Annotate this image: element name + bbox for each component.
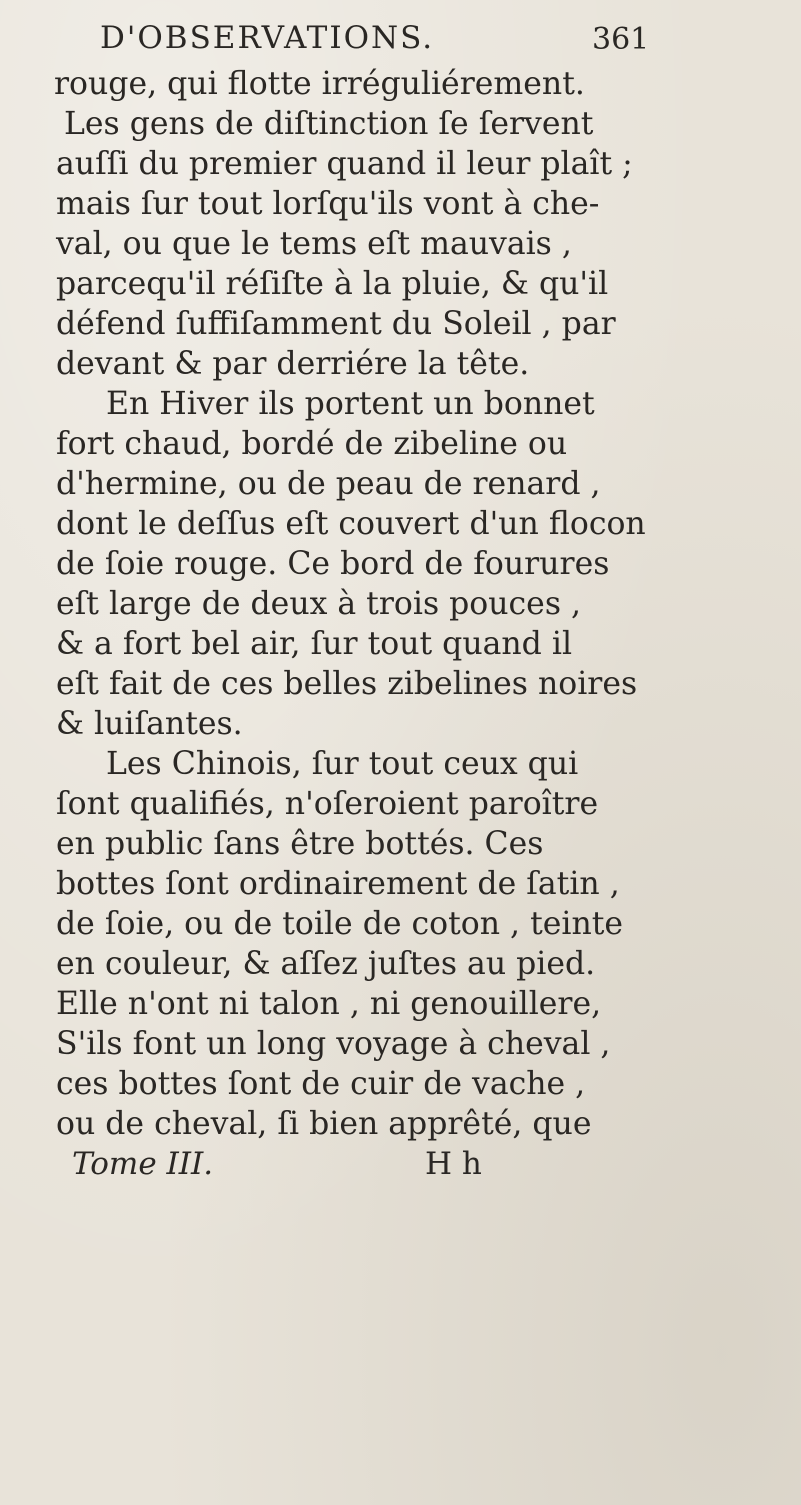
text-line: d'hermine, ou de peau de renard , bbox=[56, 466, 601, 502]
text-line: fort chaud, bordé de zibeline ou bbox=[56, 426, 568, 462]
signature-tome: Tome III. bbox=[72, 1146, 214, 1182]
text-line: bottes ſont ordinairement de ſatin , bbox=[56, 866, 620, 902]
text-line: de ſoie rouge. Ce bord de fourures bbox=[56, 546, 610, 582]
text-line: & a fort bel air, ſur tout quand il bbox=[56, 626, 573, 662]
text-line: parcequ'il réſiſte à la pluie, & qu'il bbox=[56, 266, 609, 302]
page-number: 361 bbox=[592, 22, 650, 57]
text-line: ou de cheval, ſi bien apprêté, que bbox=[56, 1106, 592, 1142]
text-line: ces bottes ſont de cuir de vache , bbox=[56, 1066, 586, 1102]
text-line: eſt fait de ces belles zibelines noires bbox=[56, 666, 638, 702]
text-line: eſt large de deux à trois pouces , bbox=[56, 586, 582, 622]
text-line: val, ou que le tems eſt mauvais , bbox=[56, 226, 572, 262]
text-line: Elle n'ont ni talon , ni genouillere, bbox=[56, 986, 602, 1022]
text-line: devant & par derriére la tête. bbox=[56, 346, 530, 382]
text-line: Les gens de diſtinction ſe ſervent bbox=[64, 106, 594, 142]
text-line: auſſi du premier quand il leur plaît ; bbox=[56, 146, 633, 182]
text-line: En Hiver ils portent un bonnet bbox=[106, 386, 595, 422]
text-line: & luiſantes. bbox=[56, 706, 243, 742]
text-line: de ſoie, ou de toile de coton , teinte bbox=[56, 906, 624, 942]
text-line: S'ils font un long voyage à cheval , bbox=[56, 1026, 611, 1062]
text-line: dont le deſſus eſt couvert d'un flocon bbox=[56, 506, 646, 542]
text-line: défend ſuffiſamment du Soleil , par bbox=[56, 306, 616, 342]
text-line: en couleur, & aſſez juſtes au pied. bbox=[56, 946, 596, 982]
text-line: en public ſans être bottés. Ces bbox=[56, 826, 544, 862]
signature-mark: H h bbox=[425, 1146, 482, 1182]
running-title: D'OBSERVATIONS. bbox=[100, 20, 435, 56]
text-line: rouge, qui flotte irréguliérement. bbox=[54, 66, 585, 102]
page-header bbox=[100, 20, 770, 64]
text-line: mais ſur tout lorſqu'ils vont à che- bbox=[56, 186, 600, 222]
text-line: ſont qualifiés, n'oſeroient paroître bbox=[56, 786, 599, 822]
text-line: Les Chinois, ſur tout ceux qui bbox=[106, 746, 579, 782]
